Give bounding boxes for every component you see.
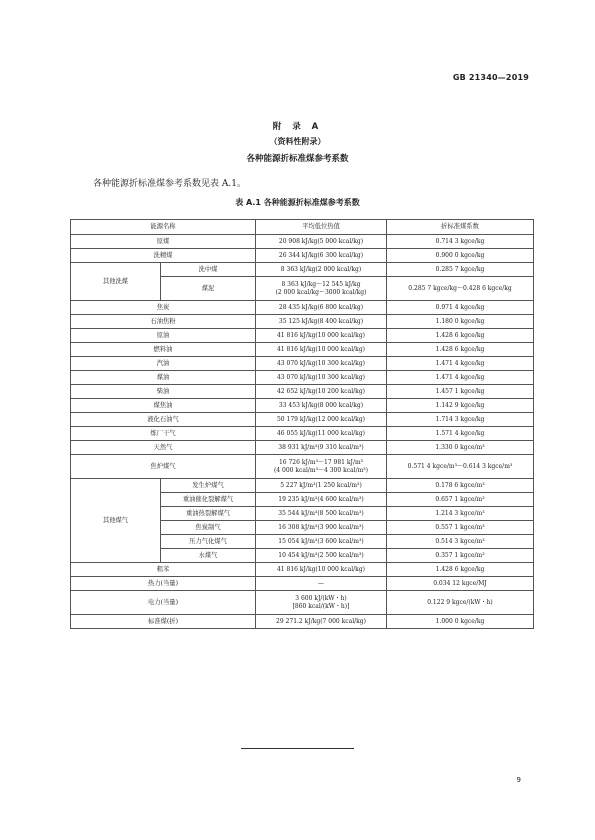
heat-value-cell: [256, 577, 387, 591]
energy-name-cell: 煤油: [71, 371, 256, 385]
heat-value-line: 8 363 kJ/kg(2 000 kcal/kg): [280, 265, 362, 273]
table-row: [71, 441, 534, 455]
group-name-cell: 其他洗煤: [71, 263, 161, 301]
heat-value-cell: [256, 493, 387, 507]
coefficient-cell: 0.285 7 kgce/kg～0.428 6 kgce/kg: [387, 277, 534, 301]
table-header-row: [71, 220, 534, 235]
sub-name-cell: 焦炭制气: [161, 521, 256, 535]
heat-value-line: 43 070 kJ/kg(10 300 kcal/kg): [276, 359, 365, 367]
annex-label: 附 录 A: [272, 122, 323, 132]
energy-name-cell: 洗精煤: [71, 249, 256, 263]
heat-value-line: 15 054 kJ/m³(3 600 kcal/m³): [278, 537, 364, 545]
coefficient-cell: 0.657 1 kgce/m³: [387, 493, 534, 507]
energy-name-cell: 热力(当量): [71, 577, 256, 591]
coefficient-cell: 1.571 4 kgce/kg: [387, 427, 534, 441]
footnote-rule: [241, 748, 354, 749]
sub-name-cell: 煤泥: [161, 277, 256, 301]
table-body: [71, 235, 534, 629]
table-row: [71, 577, 534, 591]
heat-value-cell: [256, 301, 387, 315]
heat-value-cell: [256, 427, 387, 441]
coefficient-cell: 1.330 0 kgce/m³: [387, 441, 534, 455]
heat-value-cell: [256, 385, 387, 399]
heat-value-line: 10 454 kJ/m³(2 500 kcal/m³): [278, 551, 364, 559]
heat-value-line: 20 908 kJ/kg(5 000 kcal/kg): [278, 237, 364, 245]
heat-value-line: 3 600 kJ/(kW・h): [295, 594, 347, 602]
heat-value-cell: [256, 535, 387, 549]
heat-value-cell: [256, 507, 387, 521]
heat-value-line: 26 344 kJ/kg(6 300 kcal/kg): [278, 251, 364, 259]
energy-name-cell: 煤焦油: [71, 399, 256, 413]
heat-value-cell: [256, 263, 387, 277]
energy-name-cell: 电力(当量): [71, 591, 256, 615]
coefficient-cell: 0.285 7 kgce/kg: [387, 263, 534, 277]
table-row: [71, 301, 534, 315]
coefficient-cell: 0.714 3 kgce/kg: [387, 235, 534, 249]
table-row: [71, 249, 534, 263]
heat-value-cell: [256, 413, 387, 427]
energy-name-cell: 原油: [71, 329, 256, 343]
energy-name-cell: 原煤: [71, 235, 256, 249]
table-row: [71, 455, 534, 479]
energy-name-cell: 焦炉煤气: [71, 455, 256, 479]
table-row: [71, 615, 534, 629]
coefficient-cell: 1.428 6 kgce/kg: [387, 329, 534, 343]
heat-value-line: [860 kcal/(kW・h)]: [292, 602, 350, 610]
heat-value-cell: [256, 549, 387, 563]
sub-name-cell: 洗中煤: [161, 263, 256, 277]
column-header-value: 平均低位热值: [256, 220, 387, 235]
intro-paragraph: 各种能源折标准煤参考系数见表 A.1。: [93, 179, 246, 189]
coefficient-cell: 1.180 0 kgce/kg: [387, 315, 534, 329]
heat-value-cell: [256, 399, 387, 413]
heat-value-line: 41 816 kJ/kg(10 000 kcal/kg): [276, 565, 365, 573]
heat-value-cell: [256, 277, 387, 301]
heat-value-line: 38 931 kJ/m³(9 310 kcal/m³): [278, 443, 364, 451]
table-row: [71, 427, 534, 441]
coefficient-cell: 0.357 1 kgce/m³: [387, 549, 534, 563]
heat-value-line: (4 000 kcal/m³～4 300 kcal/m³): [273, 466, 369, 474]
coefficient-cell: 1.471 4 kgce/kg: [387, 357, 534, 371]
coefficient-cell: 0.571 4 kgce/m³～0.614 3 kgce/m³: [387, 455, 534, 479]
heat-value-cell: [256, 343, 387, 357]
energy-name-cell: 炼厂干气: [71, 427, 256, 441]
table-row: [71, 413, 534, 427]
table-row: [71, 479, 534, 493]
heat-value-line: 41 816 kJ/kg(10 000 kcal/kg): [276, 331, 365, 339]
heat-value-line: 16 308 kJ/m³(3 900 kcal/m³): [278, 523, 364, 531]
heat-value-line: (2 000 kcal/kg～3000 kcal/kg): [275, 288, 367, 296]
heat-value-line: 35 125 kJ/kg(8 400 kcal/kg): [278, 317, 364, 325]
annex-type: （资料性附录）: [269, 137, 326, 146]
table-row: [71, 315, 534, 329]
heat-value-cell: [256, 357, 387, 371]
heat-value-line: 42 652 kJ/kg(10 200 kcal/kg): [276, 387, 365, 395]
coefficient-cell: 0.178 6 kgce/m³: [387, 479, 534, 493]
heat-value-cell: [256, 615, 387, 629]
heat-value-line: 5 227 kJ/m³(1 250 kcal/m³): [280, 481, 362, 489]
table-row: [71, 563, 534, 577]
heat-value-cell: [256, 371, 387, 385]
table-row: [71, 399, 534, 413]
sub-name-cell: 重油催化裂解煤气: [161, 493, 256, 507]
page-number: 9: [516, 776, 521, 784]
heat-value-line: 41 816 kJ/kg(10 000 kcal/kg): [276, 345, 365, 353]
coefficient-cell: 0.557 1 kgce/m³: [387, 521, 534, 535]
energy-name-cell: 液化石油气: [71, 413, 256, 427]
heat-value-cell: [256, 479, 387, 493]
table-row: [71, 591, 534, 615]
heat-value-line: —: [318, 579, 324, 587]
coefficient-cell: 0.900 0 kgce/kg: [387, 249, 534, 263]
coefficient-cell: 1.428 6 kgce/kg: [387, 563, 534, 577]
sub-name-cell: 发生炉煤气: [161, 479, 256, 493]
sub-name-cell: 水煤气: [161, 549, 256, 563]
heat-value-line: 19 235 kJ/m³(4 600 kcal/m³): [278, 495, 364, 503]
coefficient-cell: 1.000 0 kgce/kg: [387, 615, 534, 629]
heat-value-line: 43 070 kJ/kg(10 300 kcal/kg): [276, 373, 365, 381]
coefficient-table: [70, 219, 534, 629]
coefficient-cell: 0.514 3 kgce/m³: [387, 535, 534, 549]
sub-name-cell: 压力气化煤气: [161, 535, 256, 549]
heat-value-cell: [256, 249, 387, 263]
heat-value-cell: [256, 441, 387, 455]
heat-value-cell: [256, 329, 387, 343]
heat-value-cell: [256, 315, 387, 329]
coefficient-cell: 1.428 6 kgce/kg: [387, 343, 534, 357]
table-row: [71, 385, 534, 399]
group-name-cell: 其他煤气: [71, 479, 161, 563]
heat-value-line: 33 453 kJ/kg(8 000 kcal/kg): [278, 401, 364, 409]
energy-name-cell: 汽油: [71, 357, 256, 371]
heat-value-cell: [256, 235, 387, 249]
sub-name-cell: 重油热裂解煤气: [161, 507, 256, 521]
table-row: [71, 357, 534, 371]
coefficient-cell: 0.971 4 kgce/kg: [387, 301, 534, 315]
energy-name-cell: 燃料油: [71, 343, 256, 357]
heat-value-line: 8 363 kJ/kg～12 545 kJ/kg: [281, 280, 361, 288]
standard-code: GB 21340—2019: [452, 73, 529, 82]
energy-name-cell: 焦炭: [71, 301, 256, 315]
heat-value-line: 46 055 kJ/kg(11 000 kcal/kg): [276, 429, 365, 437]
table-row: [71, 263, 534, 277]
table-row: [71, 329, 534, 343]
heat-value-cell: [256, 563, 387, 577]
coefficient-cell: 0.122 9 kgce/(kW・h): [387, 591, 534, 615]
column-header-name: 能源名称: [71, 220, 256, 235]
coefficient-cell: 1.214 3 kgce/m³: [387, 507, 534, 521]
heat-value-line: 28 435 kJ/kg(6 800 kcal/kg): [278, 303, 364, 311]
energy-name-cell: 天然气: [71, 441, 256, 455]
coefficient-cell: 1.142 9 kgce/kg: [387, 399, 534, 413]
energy-name-cell: 柴油: [71, 385, 256, 399]
heat-value-cell: [256, 521, 387, 535]
heat-value-cell: [256, 591, 387, 615]
coefficient-cell: 1.471 4 kgce/kg: [387, 371, 534, 385]
energy-name-cell: 标准煤(折): [71, 615, 256, 629]
heat-value-line: 50 179 kJ/kg(12 000 kcal/kg): [276, 415, 365, 423]
heat-value-line: 29 271.2 kJ/kg(7 000 kcal/kg): [276, 617, 366, 625]
table-row: [71, 371, 534, 385]
column-header-coef: 折标准煤系数: [387, 220, 534, 235]
heat-value-line: 35 544 kJ/m³(8 500 kcal/m³): [278, 509, 364, 517]
coefficient-cell: 1.457 1 kgce/kg: [387, 385, 534, 399]
table-row: [71, 343, 534, 357]
annex-title: 各种能源折标准煤参考系数: [246, 154, 349, 164]
table-caption: 表 A.1 各种能源折标准煤参考系数: [235, 198, 360, 207]
heat-value-cell: [256, 455, 387, 479]
energy-name-cell: 粗苯: [71, 563, 256, 577]
heat-value-line: 16 726 kJ/m³～17 981 kJ/m³: [278, 458, 364, 466]
table-row: [71, 235, 534, 249]
coefficient-cell: 0.034 12 kgce/MJ: [387, 577, 534, 591]
coefficient-cell: 1.714 3 kgce/kg: [387, 413, 534, 427]
energy-name-cell: 石油焦粉: [71, 315, 256, 329]
